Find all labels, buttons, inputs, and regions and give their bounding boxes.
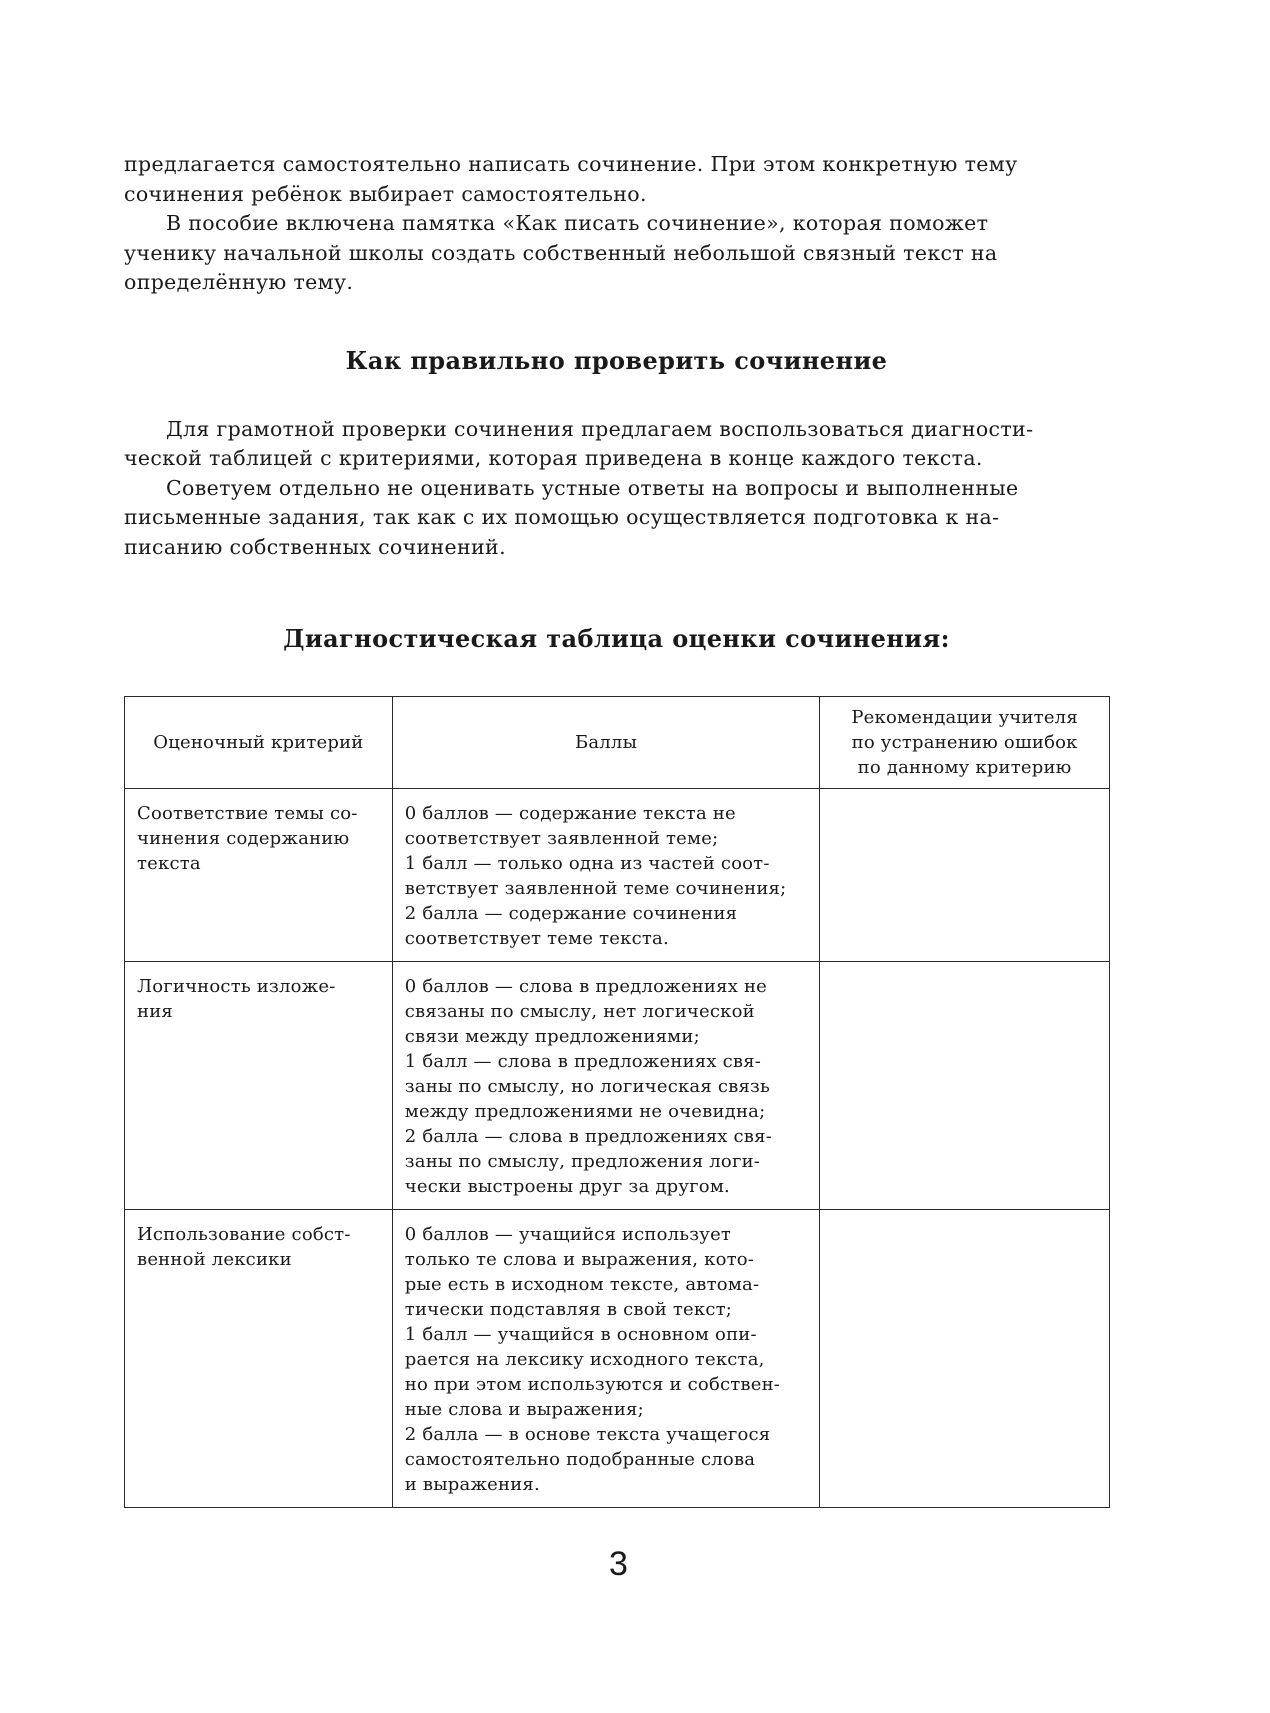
cell-line: Логичность изложе- (137, 976, 336, 997)
header-line: Оценочный критерий (153, 732, 364, 753)
cell-line: текста (137, 853, 201, 874)
header-recommendations (820, 697, 1110, 789)
cell-line: 1 балл — только одна из частей соот- (404, 853, 770, 874)
diagnostic-table (124, 696, 1110, 1508)
cell-line: 2 балла — слова в предложениях свя- (404, 1126, 772, 1147)
intro-paragraph-2 (124, 209, 1109, 298)
cell-line: 1 балл — учащийся в основном опи- (404, 1324, 757, 1345)
cell-line: между предложениями не очевидна; (404, 1101, 766, 1122)
check-paragraph-1 (124, 415, 1109, 474)
text-line: В пособие включена памятка «Как писать сочинение», которая поможет (166, 211, 989, 235)
cell-line: 0 баллов — учащийся использует (404, 1224, 732, 1245)
cell-line: рые есть в исходном тексте, автома- (404, 1274, 760, 1295)
text-line: ческой таблицей с критериями, которая приведена в конце каждого текста. (124, 446, 983, 470)
page-content (124, 150, 1109, 653)
cell-line: 0 баллов — содержание текста не (404, 803, 736, 824)
text-line: предлагается самостоятельно написать сочинение. При этом конкретную тему (124, 152, 1018, 176)
table-header-row (125, 697, 1110, 789)
points-cell (392, 962, 819, 1210)
cell-line: заны по смыслу, предложения логи- (404, 1151, 761, 1172)
table-row (125, 789, 1110, 962)
cell-line: венной лексики (137, 1249, 292, 1270)
criterion-cell (125, 1210, 393, 1508)
table-row (125, 962, 1110, 1210)
table-row (125, 1210, 1110, 1508)
criterion-cell (125, 789, 393, 962)
text-line: письменные задания, так как с их помощью осуществляется подготовка к на- (124, 505, 1000, 529)
points-cell (392, 1210, 819, 1508)
cell-line: Использование собст- (137, 1224, 351, 1245)
cell-line: соответствует заявленной теме; (404, 828, 719, 849)
cell-line: чески выстроены друг за другом. (404, 1176, 730, 1197)
cell-line: 0 баллов — слова в предложениях не (404, 976, 768, 997)
intro-paragraph-1 (124, 150, 1109, 209)
text-line: писанию собственных сочинений. (124, 534, 506, 559)
cell-line: ные слова и выражения; (404, 1399, 644, 1420)
cell-line: 1 балл — слова в предложениях свя- (404, 1051, 762, 1072)
points-cell (392, 789, 819, 962)
cell-line: только те слова и выражения, кото- (404, 1249, 755, 1270)
text-line: Для грамотной проверки сочинения предлагаем воспользоваться диагности- (166, 416, 1034, 441)
header-criterion (125, 697, 393, 789)
cell-line: чинения содержанию (137, 828, 350, 849)
cell-line: ния (137, 1001, 173, 1022)
text-line: Советуем отдельно не оценивать устные ответы на вопросы и выполненные (166, 475, 1019, 500)
text-line: сочинения ребёнок выбирает самостоятельно. (124, 181, 647, 206)
cell-line: связаны по смыслу, нет логической (404, 1001, 755, 1022)
cell-line: ветствует заявленной теме сочинения; (404, 878, 787, 899)
recommendation-cell[interactable] (820, 1210, 1110, 1508)
cell-line: рается на лексику исходного текста, (404, 1349, 765, 1370)
cell-line: Соответствие темы со- (137, 803, 358, 824)
cell-line: тически подставляя в свой текст; (404, 1299, 733, 1320)
cell-line: но при этом используются и собствен- (404, 1374, 781, 1395)
criterion-cell (125, 962, 393, 1210)
header-line: Баллы (574, 732, 638, 753)
recommendation-cell[interactable] (820, 789, 1110, 962)
recommendation-cell[interactable] (820, 962, 1110, 1210)
cell-line: и выражения. (404, 1474, 540, 1495)
cell-line: 2 балла — в основе текста учащегося (404, 1424, 771, 1445)
page-number: 3 (609, 1545, 628, 1583)
header-line: по данному критерию (857, 757, 1072, 778)
text-line: ученику начальной школы создать собственный небольшой связный текст на (124, 240, 998, 265)
cell-line: связи между предложениями; (404, 1026, 700, 1047)
cell-line: самостоятельно подобранные слова (404, 1449, 756, 1470)
header-line: по устранению ошибок (851, 732, 1078, 753)
header-points (392, 697, 819, 789)
check-paragraph-2 (124, 474, 1109, 563)
cell-line: заны по смыслу, но логическая связь (404, 1076, 771, 1097)
cell-line: 2 балла — содержание сочинения (404, 903, 738, 924)
section-heading: Как правильно проверить сочинение (345, 345, 888, 375)
text-line: определённую тему. (124, 270, 354, 294)
table-title: Диагностическая таблица оценки сочинения: (283, 624, 950, 653)
cell-line: соответствует теме текста. (404, 928, 669, 949)
header-line: Рекомендации учителя (851, 707, 1078, 728)
